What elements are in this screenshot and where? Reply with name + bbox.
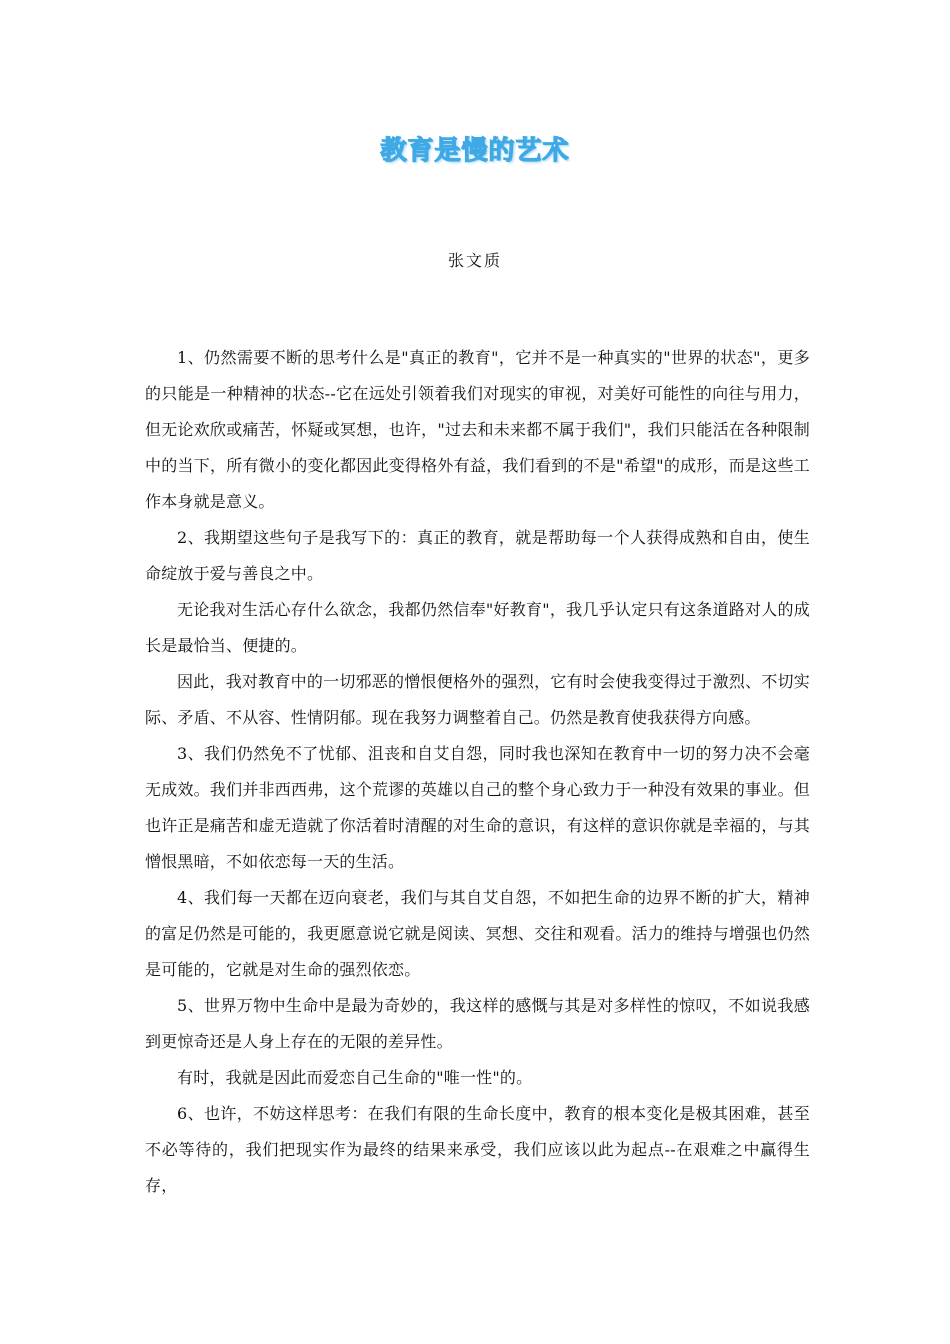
document-author: 张文质 — [447, 251, 502, 270]
paragraph-2: 2、我期望这些句子是我写下的：真正的教育，就是帮助每一个人获得成熟和自由，使生命绽放于爱与善良之中。 — [145, 528, 810, 583]
paragraph-9: 6、也许，不妨这样思考：在我们有限的生命长度中，教育的根本变化是极其困难，甚至不必等待的，我们把现实作为最终的结果来承受，我们应该以此为起点--在艰难之中赢得生存， — [145, 1104, 810, 1195]
paragraph-3: 无论我对生活心存什么欲念，我都仍然信奉"好教育"，我几乎认定只有这条道路对人的成长是最恰当、便捷的。 — [145, 600, 810, 655]
document-title: 教育是慢的艺术 — [380, 136, 570, 166]
paragraph-8: 有时，我就是因此而爱恋自己生命的"唯一性"的。 — [177, 1068, 533, 1087]
document-body — [145, 340, 810, 1204]
paragraph-1: 1、仍然需要不断的思考什么是"真正的教育"，它并不是一种真实的"世界的状态"，更多的只能是一种精神的状态--它在远处引领着我们对现实的审视，对美好可能性的向往与用力，但无论欢欣或痛苦，怀疑或冥想，也许，"过去和未来都不属于我们"，我们只能活在各种限制中的当下，所有微小的变化都因此变得格外有益，我们看到的不是"希望"的成形，而是这些工作本身就是意义。 — [145, 348, 810, 511]
paragraph-7: 5、世界万物中生命中是最为奇妙的，我这样的感慨与其是对多样性的惊叹，不如说我感到更惊奇还是人身上存在的无限的差异性。 — [145, 996, 810, 1051]
paragraph-6: 4、我们每一天都在迈向衰老，我们与其自艾自怨，不如把生命的边界不断的扩大，精神的富足仍然是可能的，我更愿意说它就是阅读、冥想、交往和观看。活力的维持与增强也仍然是可能的，它就是对生命的强烈依恋。 — [145, 888, 810, 979]
paragraph-5: 3、我们仍然免不了忧郁、沮丧和自艾自怨，同时我也深知在教育中一切的努力决不会毫无成效。我们并非西西弗，这个荒谬的英雄以自己的整个身心致力于一种没有效果的事业。但也许正是痛苦和虚无造就了你活着时清醒的对生命的意识，有这样的意识你就是幸福的，与其憎恨黑暗，不如依恋每一天的生活。 — [145, 744, 810, 871]
paragraph-4: 因此，我对教育中的一切邪恶的憎恨便格外的强烈，它有时会使我变得过于激烈、不切实际、矛盾、不从容、性情阴郁。现在我努力调整着自己。仍然是教育使我获得方向感。 — [145, 672, 810, 727]
